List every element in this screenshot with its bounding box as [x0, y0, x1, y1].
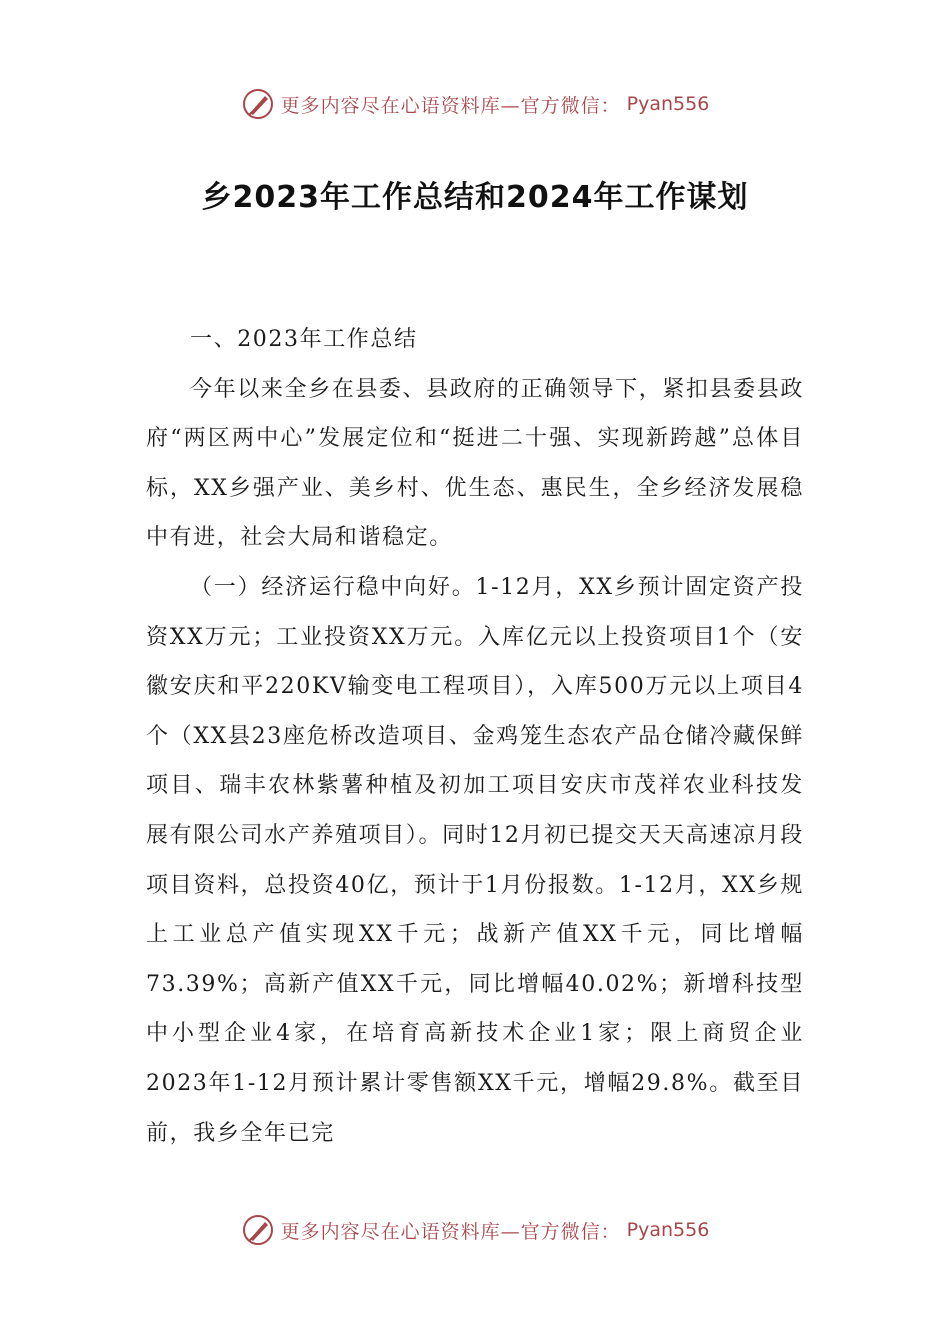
watermark-text: 更多内容尽在心语资料库—官方微信： [280, 1220, 621, 1243]
document-title: 乡2023年工作总结和2024年工作谋划 [201, 180, 749, 215]
watermark-text: 更多内容尽在心语资料库—官方微信： [280, 94, 621, 117]
paragraph-intro: 今年以来全乡在县委、县政府的正确领导下，紧扣县委县政府“两区两中心”发展定位和“挺进二十强、实现新跨越”总体目标，XX乡强产业、美乡村、优生态、惠民生，全乡经济发展稳中有进，社会大局和谐稳定。 [146, 376, 804, 551]
watermark-footer [0, 1210, 950, 1250]
paragraph-economy: （一）经济运行稳中向好。1-12月，XX乡预计固定资产投资XX万元；工业投资XX万元。入库亿元以上投资项目1个（安徽安庆和平220KV输变电工程项目），入库500万元以上项目4个（XX县23座危桥改造项目、金鸡笼生态农产品仓储冷藏保鲜项目、瑞丰农林紫薯种植及初加工项目安庆市茂祥农业科技发展有限公司水产养殖项目）。同时12月初已提交天天高速凉月段项目资料，总投资40亿，预计于1月份报数。1-12月，XX乡规上工业总产值实现XX千元；战新产值XX千元，同比增幅73.39%；高新产值XX千元，同比增幅40.02%；新增科技型中小型企业4家，在培育高新技术企业1家；限上商贸企业2023年1-12月预计累计零售额XX千元，增幅29.8%。截至目前，我乡全年已完 [146, 574, 804, 1146]
watermark-wechat-id: Pyan556 [626, 93, 710, 115]
watermark-header [0, 84, 950, 124]
watermark-wechat-id: Pyan556 [626, 1219, 710, 1241]
section-heading: 一、2023年工作总结 [190, 327, 418, 352]
pen-logo-icon [241, 87, 275, 121]
pen-logo-icon [241, 1213, 275, 1247]
document-body [146, 315, 804, 1158]
